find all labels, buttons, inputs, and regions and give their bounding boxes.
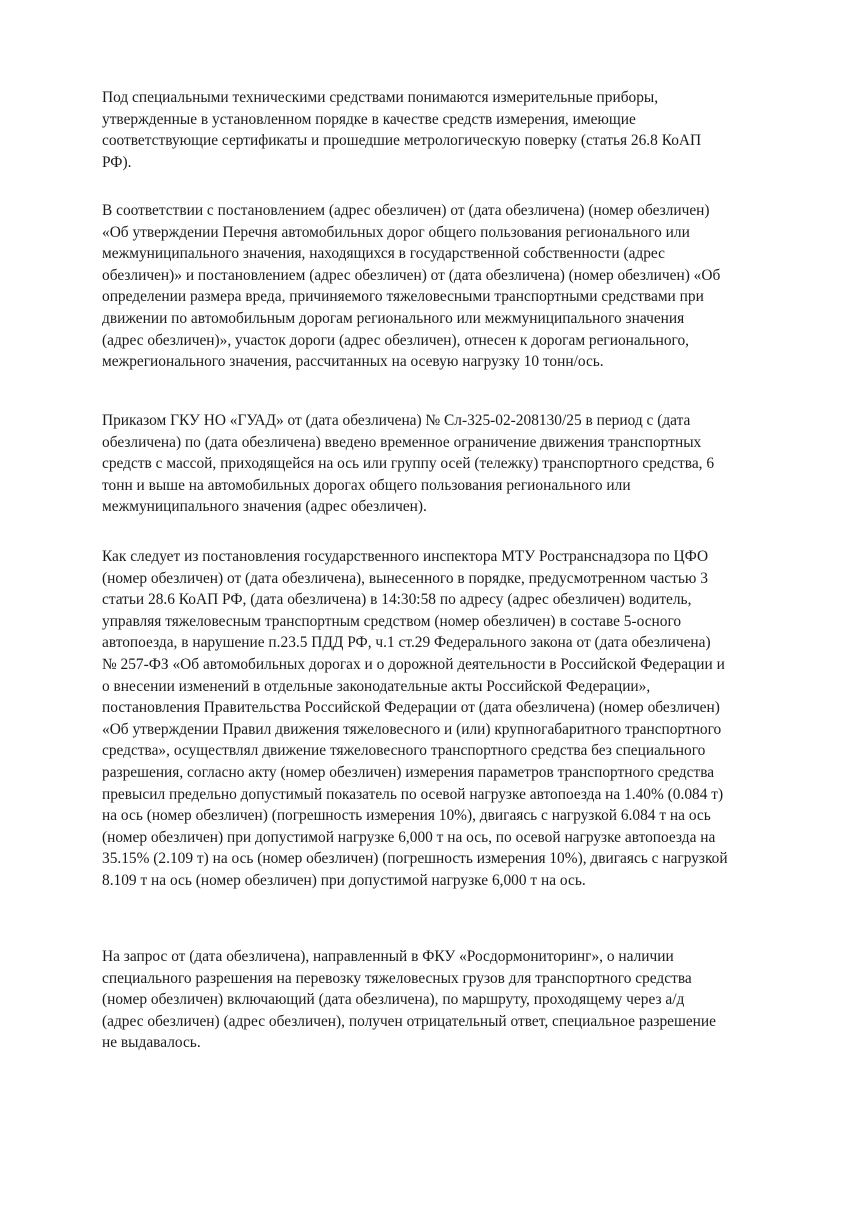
paragraph-permit-inquiry: На запрос от (дата обезличена), направленный в ФКУ «Росдормониторинг», о наличии специального разрешения на перевозку тяжеловесных грузов для транспортного средства (номер обезличен) включающий (дата обезличена), по маршруту, проходящему через а/д (адрес обезличен) (адрес обезличен), получен отрицательный ответ, специальное разрешение не выдавалось. [102, 948, 716, 1052]
paragraph-special-technical-means: Под специальными техническими средствами понимаются измерительные приборы, утвержденные в установленном порядке в качестве средств измерения, имеющие соответствующие сертификаты и прошедшие метрологическую поверку (статья 26.8 КоАП РФ). [102, 89, 702, 171]
paragraph-inspector-ruling: Как следует из постановления государственного инспектора МТУ Ространснадзора по ЦФО (номер обезличен) от (дата обезличена), вынесенного в порядке, предусмотренном частью 3 статьи 28.6 КоАП РФ, (дата обезличена) в 14:30:58 по адресу (адрес обезличен) водитель, управляя тяжеловесным транспортным средством (номер обезличен) в составе 5-осного автопоезда, в нарушение п.23.5 ПДД РФ, ч.1 ст.29 Федерального закона от (дата обезличена) № 257-ФЗ «Об автомобильных дорогах и о дорожной деятельности в Российской Федерации и о внесении изменений в отдельные законодательные акты Российской Федерации», постановления Правительства Российской Федерации от (дата обезличена) (номер обезличен) «Об утверждении Правил движения тяжеловесного и (или) крупногабаритного транспортного средства», осуществлял движение тяжеловесного транспортного средства без специального разрешения, согласно акту (номер обезличен) измерения параметров транспортного средства превысил предельно допустимый показатель по осевой нагрузке автопоезда на 1.40% (0.084 т) на ось (номер обезличен) (погрешность измерения 10%), двигаясь с нагрузкой 6.084 т на ось (номер обезличен) при допустимой нагрузке 6,000 т на ось, по осевой нагрузке автопоезда на 35.15% (2.109 т) на ось (номер обезличен) (погрешность измерения 10%), двигаясь с нагрузкой 8.109 т на ось (номер обезличен) при допустимой нагрузке 6,000 т на ось. [102, 548, 728, 889]
paragraph-temporary-restriction-order: Приказом ГКУ НО «ГУАД» от (дата обезличена) № Сл-325-02-208130/25 в период с (дата обезличена) по (дата обезличена) введено временное ограничение движения транспортных средств с массой, приходящейся на ось или группу осей (тележку) транспортного средства, 6 тонн и выше на автомобильных дорогах общего пользования регионального или межмуниципального значения (адрес обезличен). [102, 412, 715, 516]
paragraph-road-classification: В соответствии с постановлением (адрес обезличен) от (дата обезличена) (номер обезличен) «Об утверждении Перечня автомобильных дорог общего пользования регионального или межмуниципального значения, находящихся в государственной собственности (адрес обезличен)» и постановлением (адрес обезличен) от (дата обезличена) (номер обезличен) «Об определении размера вреда, причиняемого тяжеловесными транспортными средствами при движении по автомобильным дорогам регионального или межмуниципального значения (адрес обезличен)», участок дороги (адрес обезличен), отнесен к дорогам регионального, межрегионального значения, рассчитанных на осевую нагрузку 10 тонн/ось. [102, 202, 721, 371]
